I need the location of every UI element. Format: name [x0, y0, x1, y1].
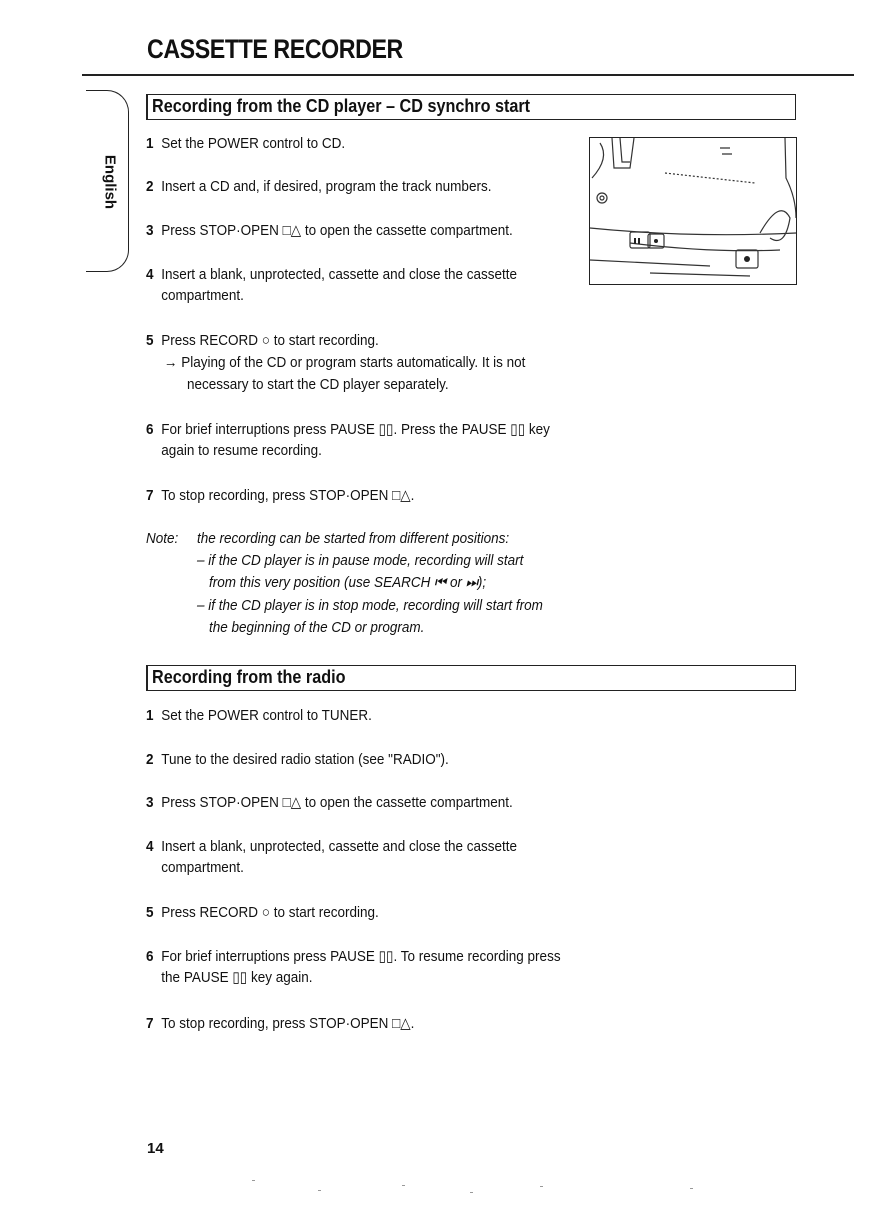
step-5-result: → Playing of the CD or program starts automatically. It is not — [164, 354, 526, 371]
scan-speck — [318, 1190, 321, 1191]
step-5-result-cont: necessary to start the CD player separately. — [187, 376, 449, 393]
language-tab-label: English — [101, 154, 119, 210]
step-7: 7 To stop recording, press STOP·OPEN □△. — [146, 487, 415, 504]
note-line: – if the CD player is in pause mode, recording will start — [197, 552, 524, 569]
scan-speck — [470, 1192, 473, 1193]
note-line: – if the CD player is in stop mode, recording will start from — [197, 597, 543, 614]
step-2: 2 Tune to the desired radio station (see "RADIO"). — [146, 751, 449, 768]
note-line: from this very position (use SEARCH ⏮ or ⏭); — [209, 574, 487, 591]
scan-speck — [402, 1185, 405, 1186]
scan-speck — [540, 1186, 543, 1187]
note-label: Note: — [146, 530, 179, 547]
step-3: 3 Press STOP·OPEN □△ to open the cassette compartment. — [146, 222, 513, 239]
scan-speck — [252, 1180, 255, 1181]
cassette-deck-drawing — [590, 138, 797, 285]
section-title: Recording from the CD player – CD synchro start — [152, 96, 531, 116]
step-4: 4 Insert a blank, unprotected, cassette and close the cassette compartment. — [146, 266, 518, 304]
section-header-radio — [146, 665, 796, 691]
step-2: 2 Insert a CD and, if desired, program the track numbers. — [146, 178, 492, 195]
title-divider — [82, 74, 854, 76]
step-7: 7 To stop recording, press STOP·OPEN □△. — [146, 1015, 415, 1032]
section-header-cd-synchro — [146, 94, 796, 120]
step-1: 1 Set the POWER control to CD. — [146, 135, 346, 152]
note-line: the beginning of the CD or program. — [209, 619, 425, 636]
step-3: 3 Press STOP·OPEN □△ to open the cassette compartment. — [146, 794, 513, 811]
step-6: 6 For brief interruptions press PAUSE ▯▯. To resume recording press the PAUSE ▯▯ key again. — [146, 948, 561, 986]
step-6: 6 For brief interruptions press PAUSE ▯▯. Press the PAUSE ▯▯ key again to resume recording. — [146, 421, 550, 459]
scan-speck — [690, 1188, 693, 1189]
note-intro: the recording can be started from different positions: — [197, 530, 510, 547]
step-5: 5 Press RECORD ○ to start recording. — [146, 904, 379, 921]
step-5: 5 Press RECORD ○ to start recording. — [146, 332, 379, 349]
step-1: 1 Set the POWER control to TUNER. — [146, 707, 372, 724]
page-title: CASSETTE RECORDER — [147, 34, 403, 64]
page-number: 14 — [147, 1140, 164, 1157]
cassette-deck-illustration — [589, 137, 797, 285]
section-title: Recording from the radio — [152, 667, 346, 687]
step-4: 4 Insert a blank, unprotected, cassette and close the cassette compartment. — [146, 838, 518, 876]
